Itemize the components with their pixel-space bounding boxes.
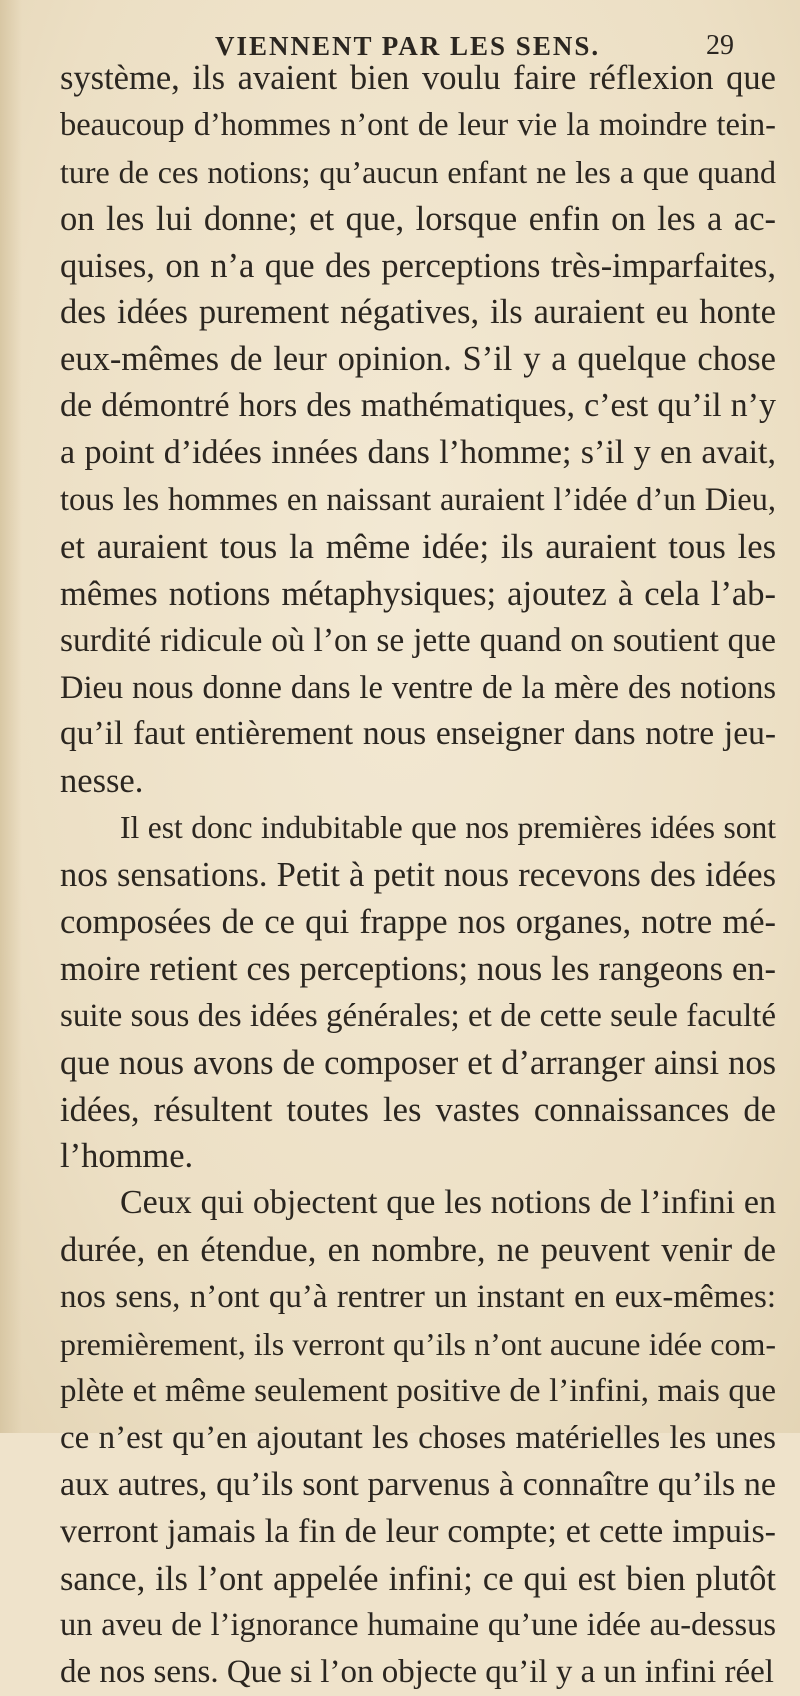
text-line: l’homme. <box>60 1137 194 1176</box>
paragraph-3 <box>60 1180 776 1696</box>
text-line: que nous avons de composer et d’arranger ainsi nos <box>60 1043 776 1082</box>
text-line: de démontré hors des mathématiques, c’est qu’il n’y <box>60 387 776 425</box>
text-line: mêmes notions métaphysiques; ajoutez à cela l’ab- <box>60 574 776 613</box>
text-line: système, ils avaient bien voulu faire réflexion que <box>60 59 776 97</box>
text-line: quises, on n’a que des perceptions très-imparfaites, <box>60 246 776 285</box>
text-line: nos sens, n’ont qu’à rentrer un instant en eux-mêmes: <box>60 1279 776 1316</box>
text-line: qu’il faut entièrement nous enseigner dans notre jeu- <box>60 715 776 753</box>
text-line: nesse. <box>60 762 144 801</box>
text-line: on les lui donne; et que, lorsque enfin on les a ac- <box>60 199 776 238</box>
text-line: et auraient tous la même idée; ils auraient tous les <box>60 527 776 566</box>
text-line: un aveu de l’ignorance humaine qu’une idée au-dessus <box>60 1607 776 1644</box>
page-header <box>0 8 800 61</box>
text-line: moire retient ces perceptions; nous les rangeons en- <box>60 949 776 988</box>
paragraph-2 <box>60 805 776 1180</box>
text-line: sance, ils l’ont appelée infini; ce qui est bien plutôt <box>60 1559 776 1598</box>
text-line: premièrement, ils verront qu’ils n’ont aucune idée com- <box>60 1326 776 1363</box>
text-line: beaucoup d’hommes n’ont de leur vie la moindre tein- <box>60 106 776 143</box>
page-edge-shadow <box>0 0 22 1433</box>
text-line: surdité ridicule où l’on se jette quand on soutient que <box>60 621 776 659</box>
text-line: verront jamais la fin de leur compte; et cette impuis- <box>60 1512 776 1550</box>
text-line: eux-mêmes de leur opinion. S’il y a quelque chose <box>60 340 776 379</box>
text-line: de nos sens. Que si l’on objecte qu’il y a un infini réel <box>60 1654 774 1691</box>
text-line: a point d’idées innées dans l’homme; s’il y en avait, <box>60 434 776 472</box>
text-line: durée, en étendue, en nombre, ne peuvent venir de <box>60 1231 776 1270</box>
text-line: ce n’est qu’en ajoutant les choses matérielles les unes <box>60 1419 776 1456</box>
text-line: tous les hommes en naissant auraient l’idée d’un Dieu, <box>60 482 776 519</box>
paragraph-1 <box>60 55 776 805</box>
page-number: 29 <box>706 30 734 61</box>
text-line: aux autres, qu’ils sont parvenus à connaître qu’ils ne <box>60 1465 776 1503</box>
text-line: composées de ce qui frappe nos organes, notre mé- <box>60 903 776 942</box>
text-line: Ceux qui objectent que les notions de l’infini en <box>120 1184 776 1222</box>
text-line: des idées purement négatives, ils auraient eu honte <box>60 293 776 332</box>
text-line: ture de ces notions; qu’aucun enfant ne les a que quand <box>60 153 776 190</box>
text-line: Dieu nous donne dans le ventre de la mère des notions <box>60 669 776 706</box>
text-line: plète et même seulement positive de l’infini, mais que <box>60 1372 776 1409</box>
body-text <box>60 55 776 1696</box>
text-line: Il est donc indubitable que nos premières idées sont <box>120 810 776 846</box>
text-line: suite sous des idées générales; et de cette seule faculté <box>60 997 776 1034</box>
text-line: idées, résultent toutes les vastes connaissances de <box>60 1090 776 1129</box>
running-title: VIENNENT PAR LES SENS. <box>215 31 601 61</box>
text-line: nos sensations. Petit à petit nous recevons des idées <box>60 856 776 895</box>
